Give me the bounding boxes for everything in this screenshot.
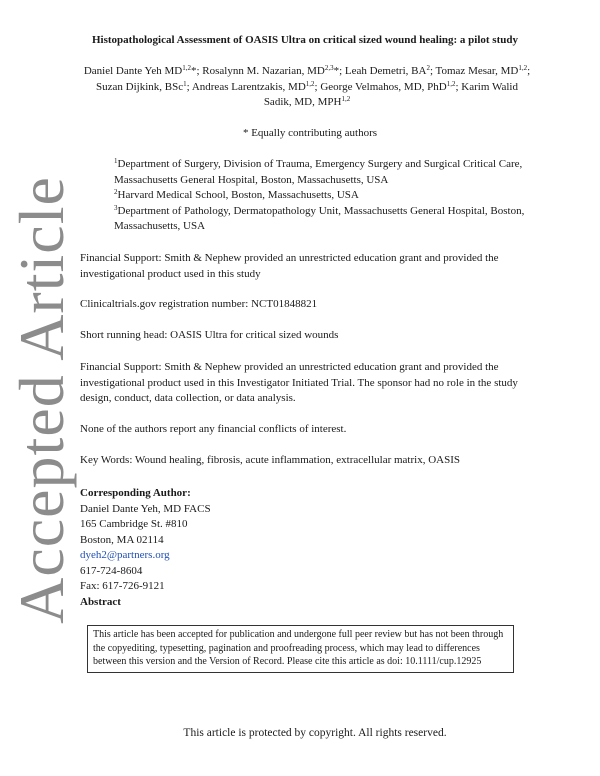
author-name: Rosalynn M. Nazarian, MD (202, 65, 325, 77)
author-name: Daniel Dante Yeh MD (83, 65, 183, 77)
financial-support-statement: Financial Support: Smith & Nephew provided an unrestricted education grant and provided the investigational product used in this study (80, 252, 499, 280)
author-name: Suzan Dijkink, BSc (96, 80, 184, 93)
affiliation-list (114, 157, 534, 235)
author-separator: ; (339, 65, 345, 77)
affiliation-item (114, 157, 534, 188)
affiliation-text: Harvard Medical School, Boston, Massachusetts, USA (117, 189, 359, 201)
author-separator: ; (527, 65, 531, 77)
paper-title: Histopathological Assessment of OASIS Ultra on critical sized wound healing: a pilot study (92, 34, 518, 46)
corresponding-fax: Fax: 617-726-9121 (80, 580, 165, 592)
author-name: Karim Walid Sadik, MD, MPH (263, 80, 518, 108)
abstract-heading: Abstract (80, 595, 121, 608)
author-entry (345, 65, 436, 77)
corresponding-author-block (80, 486, 380, 610)
author-separator: ; (429, 65, 436, 77)
author-entry (320, 81, 461, 93)
author-entry (84, 65, 202, 77)
copyright-footer: This article is protected by copyright. All rights reserved. (183, 727, 447, 739)
affiliation-number: 2 (114, 188, 118, 196)
author-separator: ; (314, 80, 321, 93)
affiliation-item (114, 204, 534, 235)
author-equal-contribution-star: * (190, 65, 197, 77)
corresponding-email-link[interactable]: dyeh2@partners.org (80, 549, 170, 561)
author-affiliation-marker: 2 (426, 64, 430, 72)
author-entry (202, 65, 345, 77)
author-affiliation-marker: 1,2 (341, 95, 351, 103)
author-affiliation-marker: 1,2 (305, 79, 315, 88)
author-affiliation-marker: 2,3 (324, 64, 334, 72)
author-entry (96, 81, 192, 93)
financial-support-detail: Financial Support: Smith & Nephew provided an unrestricted education grant and provided the investigational product used in this Investigator Initiated Trial. The sponsor had no role in the study design, conduct, data collection, or data analysis. (80, 361, 518, 404)
corresponding-heading: Corresponding Author: (80, 487, 191, 499)
accepted-article-watermark: Accepted Article (6, 176, 77, 624)
author-affiliation-marker: 1,2 (182, 64, 191, 72)
author-entry (192, 81, 321, 93)
corresponding-phone: 617-724-8604 (80, 564, 143, 577)
author-affiliation-marker: 1,2 (446, 79, 456, 88)
running-head: Short running head: OASIS Ultra for critical sized wounds (80, 329, 339, 341)
author-name: George Velmahos, MD, PhD (320, 80, 447, 93)
author-name: Tomaz Mesar, MD (435, 65, 519, 77)
equal-contribution-note: * Equally contributing authors (242, 127, 378, 139)
author-entry (436, 65, 531, 77)
corresponding-address-line1: 165 Cambridge St. #810 (80, 518, 188, 530)
affiliation-number: 3 (114, 203, 118, 212)
author-affiliation-marker: 1 (183, 79, 187, 88)
author-name: Leah Demetri, BA (344, 65, 427, 77)
author-name: Andreas Larentzakis, MD (191, 80, 306, 93)
corresponding-address-line2: Boston, MA 02114 (80, 533, 164, 546)
affiliation-text: Department of Surgery, Division of Trauma, Emergency Surgery and Surgical Critical Care, Massachusetts General Hospital, Boston, Massachusetts, USA (114, 158, 523, 186)
keywords: Key Words: Wound healing, fibrosis, acute inflammation, extracellular matrix, OASIS (80, 454, 460, 466)
acceptance-notice-box: This article has been accepted for publication and undergone full peer review but has not been through the copyediting, typesetting, pagination and proofreading process, which may lead to differences between this version and the Version of Record. Please cite this article as doi: 10.1111/cup.12925 (87, 625, 514, 673)
corresponding-name: Daniel Dante Yeh, MD FACS (80, 502, 211, 515)
author-separator: ; (196, 65, 203, 77)
author-separator: ; (186, 80, 192, 93)
author-affiliation-marker: 1,2 (518, 64, 528, 72)
trial-registration: Clinicaltrials.gov registration number: NCT01848821 (80, 298, 318, 310)
affiliation-text: Department of Pathology, Dermatopathology Unit, Massachusetts General Hospital, Boston, Massachusetts, USA (114, 204, 525, 232)
author-list (82, 64, 532, 111)
author-equal-contribution-star: * (333, 65, 340, 77)
affiliation-number: 1 (114, 157, 118, 165)
author-separator: ; (455, 80, 462, 93)
conflict-statement: None of the authors report any financial conflicts of interest. (80, 423, 347, 435)
affiliation-item (114, 188, 534, 204)
